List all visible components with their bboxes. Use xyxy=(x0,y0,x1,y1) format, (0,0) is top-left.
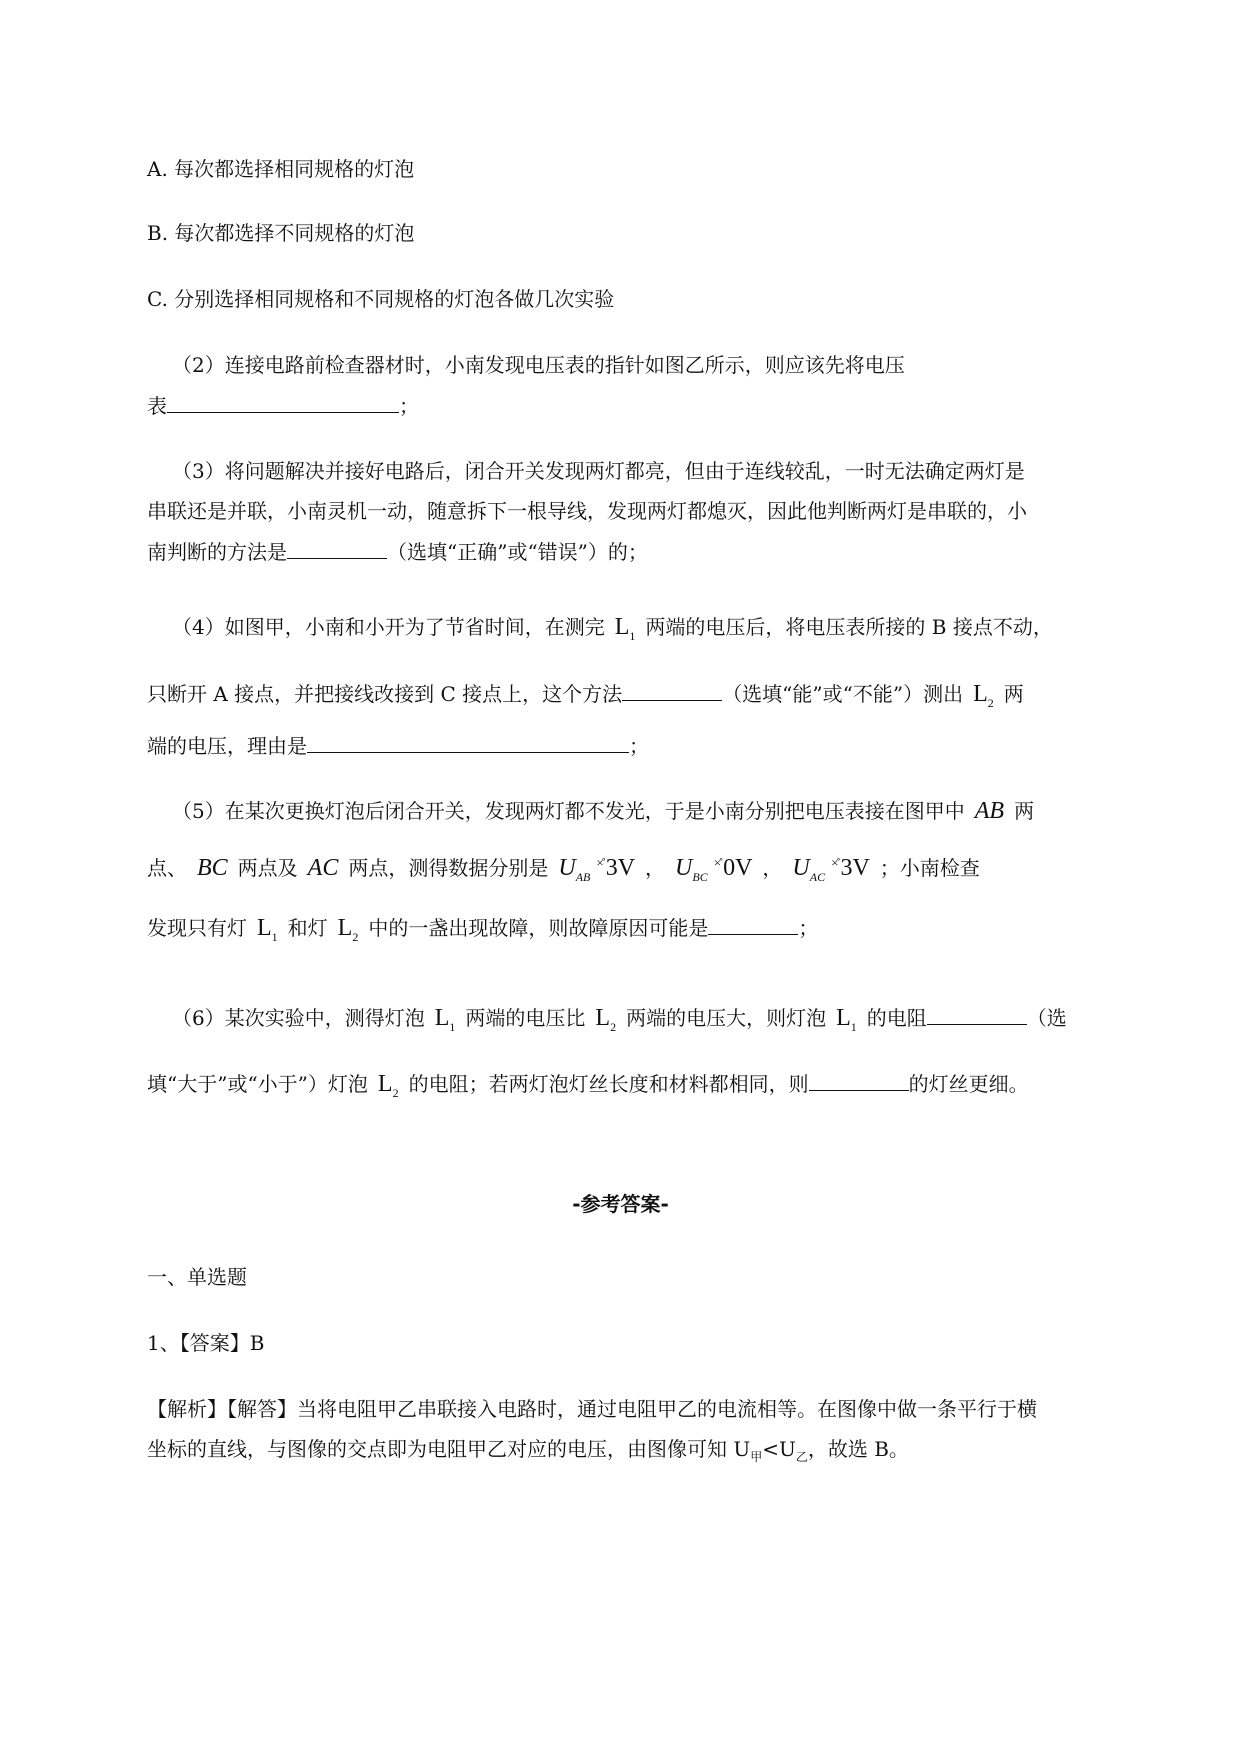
q5-line2: 点、 BC 两点及 AC 两点，测得数据分别是 $U_{AB}$ ×̊3V ， $U_{BC}$ ×̊0V ， $U_{AC}$ ×̊3V ；小南检查 xyxy=(147,855,980,884)
q4-line2: 只断开 A 接点，并把接线改接到 C 接点上，这个方法 （选填“能”或“不能”）测出 $L_2$ 两 xyxy=(147,678,1024,718)
q5-line1: （5）在某次更换灯泡后闭合开关，发现两灯都不发光，于是小南分别把电压表接在图甲中 AB 两 xyxy=(172,798,1035,824)
q3-line1: （3）将问题解决并接好电路后，闭合开关发现两灯都亮，但由于连线较乱，一时无法确定两灯是 xyxy=(172,459,1025,483)
q5-line3: 发现只有灯 $L_1$ 和灯 $L_2$ 中的一盏出现故障，则故障原因可能是 ； xyxy=(147,912,818,952)
answer-blank[interactable] xyxy=(307,730,629,753)
answer-item-1: 1、【答案】B xyxy=(147,1331,265,1355)
q6-line1: （6）某次实验中，测得灯泡 $L_1$ 两端的电压比 $L_2$ 两端的电压大，则灯泡 $L_1$ 的电阻 （选 xyxy=(172,1002,1067,1042)
answer-blank[interactable] xyxy=(622,678,722,701)
q4-line3: 端的电压，理由是 ； xyxy=(147,730,649,761)
section-title: 一、单选题 xyxy=(147,1265,247,1289)
option-a: A. 每次都选择相同规格的灯泡 xyxy=(147,157,415,181)
answer-blank[interactable] xyxy=(708,912,798,935)
q2-line2: 表 ； xyxy=(147,390,419,421)
answer-blank[interactable] xyxy=(287,536,387,559)
answer-blank[interactable] xyxy=(167,390,399,413)
answer-blank[interactable] xyxy=(809,1068,909,1091)
explanation-line2: 坐标的直线，与图像的交点即为电阻甲乙对应的电压，由图像可知 $U_甲<U_乙$，故选 B。 xyxy=(147,1437,909,1464)
answer-blank[interactable] xyxy=(927,1002,1027,1025)
q2-line1: （2）连接电路前检查器材时，小南发现电压表的指针如图乙所示，则应该先将电压 xyxy=(172,353,905,377)
answers-heading: -参考答案- xyxy=(572,1192,669,1216)
q3-line3: 南判断的方法是 （选填“正确”或“错误”）的； xyxy=(147,536,648,567)
q4-line1: （4）如图甲，小南和小开为了节省时间，在测完 $L_1$ 两端的电压后，将电压表所接的 B 接点不动， xyxy=(172,614,1053,643)
q6-line2: 填“大于”或“小于”）灯泡 $L_2$ 的电阻；若两灯泡灯丝长度和材料都相同，则 的灯丝更细。 xyxy=(147,1068,1029,1108)
option-c: C. 分别选择相同规格和不同规格的灯泡各做几次实验 xyxy=(147,287,615,311)
explanation-line1: 【解析】【解答】当将电阻甲乙串联接入电路时，通过电阻甲乙的电流相等。在图像中做一条平行于横 xyxy=(147,1397,1037,1421)
option-b: B. 每次都选择不同规格的灯泡 xyxy=(147,221,415,245)
q3-line2: 串联还是并联，小南灵机一动，随意拆下一根导线，发现两灯都熄灭，因此他判断两灯是串联的，小 xyxy=(147,499,1027,523)
